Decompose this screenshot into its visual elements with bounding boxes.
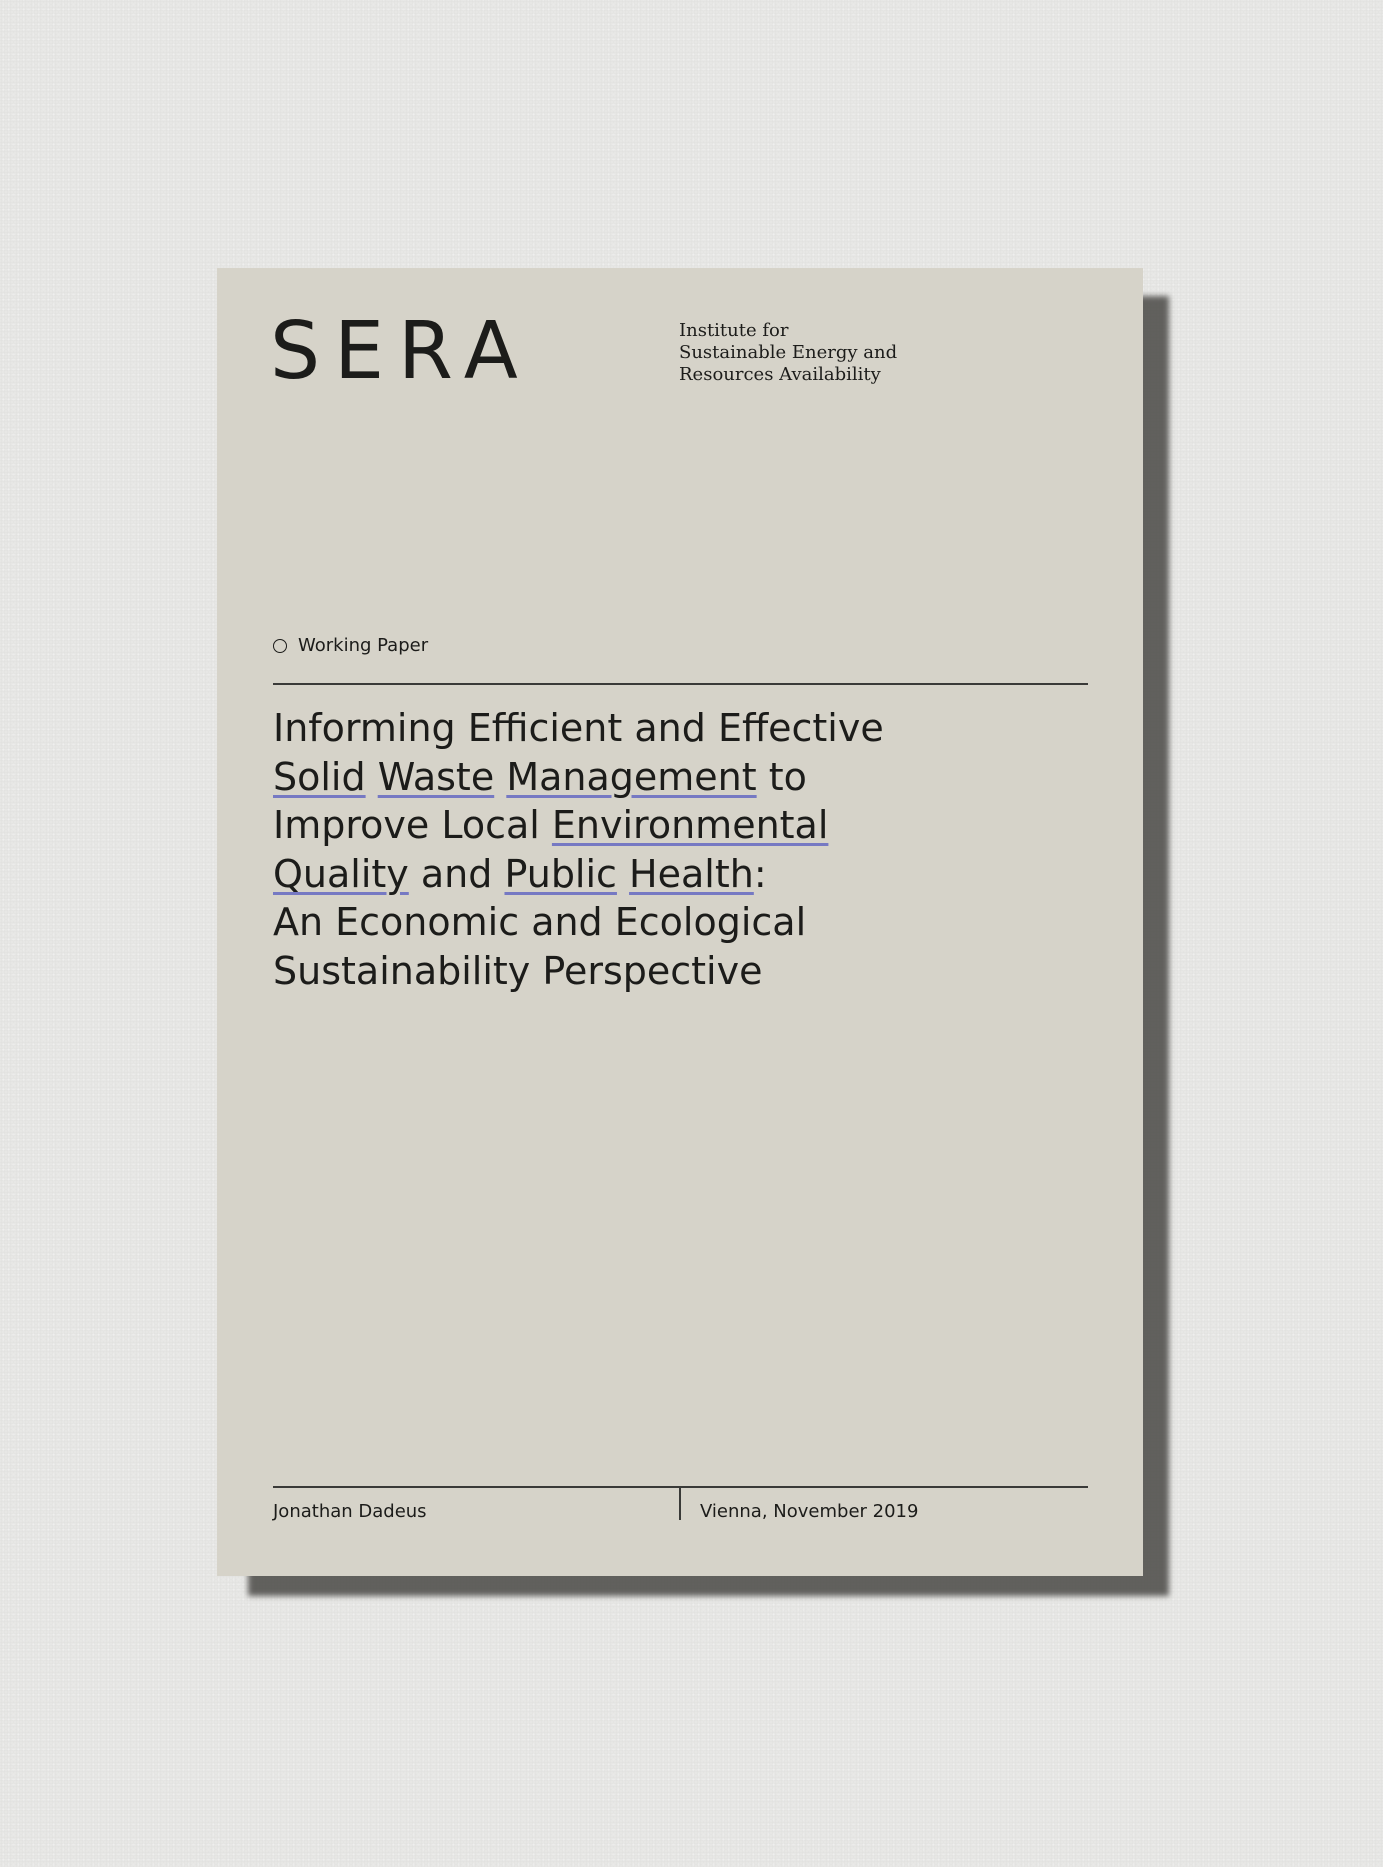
title-line (273, 850, 884, 899)
title-keyword: Public (504, 851, 617, 896)
divider-bottom (273, 1486, 1088, 1488)
circle-icon (273, 639, 287, 653)
institute-name (679, 320, 897, 386)
author-name: Jonathan Dadeus (273, 1501, 427, 1522)
institute-line: Resources Availability (679, 364, 881, 385)
divider-top (273, 683, 1088, 685)
divider-vertical (679, 1486, 681, 1520)
title-keyword: Management (506, 754, 757, 799)
title-keyword: Waste (377, 754, 495, 799)
title-keyword: Quality (273, 851, 409, 896)
title-keyword: Environmental (551, 803, 829, 847)
institute-line: Institute for (679, 320, 789, 341)
title-text: Improve Local (273, 803, 540, 847)
sera-logo: SERA (270, 305, 532, 397)
title-line: Informing Efficient and Effective (273, 706, 884, 750)
place-date: Vienna, November 2019 (700, 1501, 919, 1522)
document-category (273, 635, 428, 656)
title-keyword: Health (629, 851, 754, 896)
institute-line: Sustainable Energy and (679, 342, 898, 363)
title-line (273, 801, 884, 850)
category-label: Working Paper (298, 635, 429, 656)
document-title (273, 704, 884, 995)
title-text: : (753, 851, 767, 896)
title-keyword: Solid (273, 754, 366, 799)
title-text: and (420, 851, 493, 896)
title-line (273, 753, 884, 802)
document-cover (217, 268, 1143, 1576)
title-line: An Economic and Ecological (273, 900, 807, 944)
title-text: to (768, 754, 807, 799)
title-line: Sustainability Perspective (273, 948, 763, 993)
